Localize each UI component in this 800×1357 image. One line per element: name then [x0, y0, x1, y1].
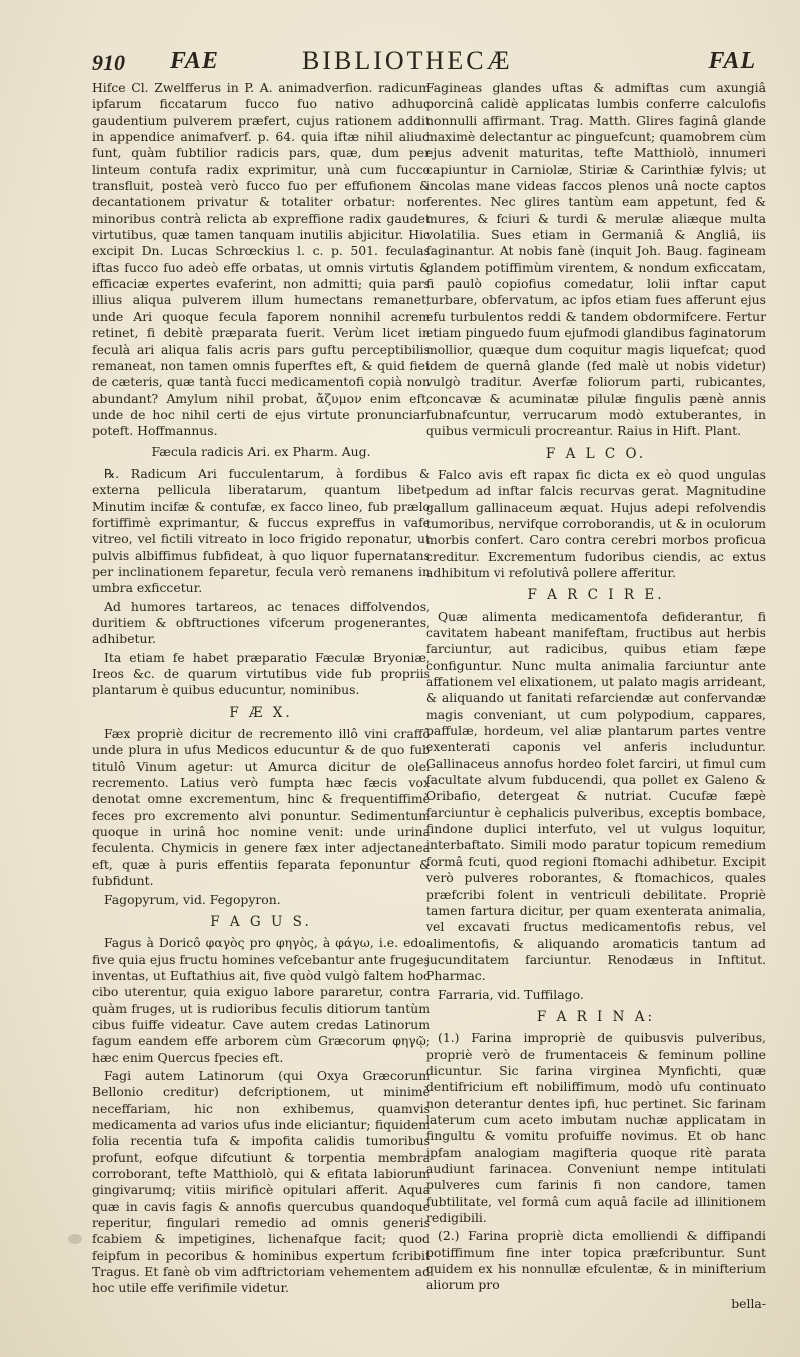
paragraph: Falco avis eft rapax fic dicta ex eò quod ungulas pedum ad inftar falcis recurvas gerat. Magnitudine gallum gallinaceum æquat. Hujus adepi refolvendis tumoribus, nervifque corroborandis, ut & in oculorum morbis confert. Caro contra cerebri morbos proficua creditur. Excrementum fudoribus ciendis, ac extus adhibitum vi refolutivâ pollere afferitur.	[426, 466, 766, 580]
paragraph: Fagi autem Latinorum (qui Oxya Græcorum Bellonio creditur) defcriptionem, ut minimè neceffariam, hic non exhibemus, quamvis medicamenta ad varios ufus inde eliciantur; fiquidem folia recentia tufa & impofita calidis tumoribus profunt, eofque difcutiunt & torpentia membra corroborant, tefte Matthiolò, qui & efitata labiorum gingivarumq; vitiis mirificè opitulari afferit. Aqua quæ in cavis fagis & annofis quercubus quandoque reperitur, fingulari remedio ad omnis generis fcabiem & impetigines, lichenafque facit; quod feipfum in pecoribus & hominibus expertum fcribit Tragus. Et fanè ob vim adftrictoriam vehementem ad hoc utile effe verifimile videtur.	[92, 1067, 430, 1296]
running-header	[92, 46, 766, 80]
left-text-column	[92, 80, 430, 1299]
running-head-center: BIBLIOTHECÆ	[302, 46, 513, 75]
section-heading: F A G U S.	[210, 913, 312, 930]
running-head-right: FAL	[708, 48, 756, 74]
section-heading: F Æ X.	[229, 704, 293, 721]
paragraph: Fæx propriè dicitur de recremento illô vini craffô unde plura in ufus Medicos educuntur & de quo fub titulô Vinum agetur: ut Amurca dicitur de olei recremento. Latius verò fumpta hæc fæcis vox denotat omne excrementum, hinc & frequentiffimè feces pro excremento alvi ponuntur. Sedimentum quoque in urinâ hoc nomine venit: unde urina feculenta. Chymicis in genere fæx inter adjectanea eft, quæ à puris effentiis feparata feponuntur & fubfidunt.	[92, 726, 430, 889]
page-stain	[68, 1234, 82, 1244]
paragraph: Fagus à Doricô φαγὸς pro φηγὸς, à φάγω, i.e. edo: five quia ejus fructu homines vefcebantur ante fruges inventas, ut Euftathius ait, five quòd vulgò faltem hoc cibo uterentur, quia exiguo labore pararetur, contra quàm fruges, ut is rudioribus feculis ditiorum tantùm cibus fuiffe videatur. Cave autem credas Latinorum fagum eandem effe arborem cùm Græcorum φηγῷ; hæc enim Quercus fpecies eft.	[92, 935, 430, 1065]
paragraph: Fagopyrum, vid. Fegopyron.	[104, 891, 281, 907]
paragraph: ℞. Radicum Ari fucculentarum, à fordibus & externa pellicula liberatarum, quantum libet. Minutim incifæ & contufæ, ex facco lineo, fub prælo fortiffimè exprimantur, & fuccus expreffus in vafe vitreo, vel fictili vitreato in loco frigido reponatur, ut pulvis albiffimus fubfideat, à quo liquor fupernatans per inclinationem feparetur, fecula verò remanens in umbra exficcetur.	[92, 465, 430, 596]
paragraph: Fagineas glandes uftas & admiftas cum axungiâ porcinâ calidè applicatas lumbis conferre calculofis nonnulli affirmant. Trag. Matth. Glires faginâ glande maximè delectantur ac pinguefcunt; quamobrem cùm ejus advenit maturitas, tefte Matthiolò, innumeri capiuntur in Carniolæ, Stiriæ & Carinthiæ fylvis; ut incolas mane videas faccos plenos unâ nocte captos ferentes. Nec glires tantùm eam appetunt, fed & mures, & fciuri & turdi & merulæ aliæque multa volatilia. Sues etiam in Germaniâ & Angliâ, iis faginantur. At nobis fanè (inquit Joh. Baug. fagineam glandem potiffimùm virentem, & nondum exficcatam, fi paulò copiofius comedatur, lolii inftar caput turbare, obfervatum, ac ipfos etiam fues afferunt ejus efu turbulentos reddi & tandem obdormifcere. Fertur etiam pinguedo fuum ejufmodi glandibus faginatorum mollior, quæque dum coquitur magis liquefcat; quod idem de quernâ glande (fed malè ut nobis videtur) vulgò traditur. Averfæ foliorum parti, rubicantes, concavæ & acuminatæ pilulæ fingulis pænè annis fubnafcuntur, verrucarum modò extuberantes, in quibus vermiculi procreantur. Raius in Hift. Plant.	[426, 80, 766, 439]
paragraph: Ita etiam fe habet præparatio Fæculæ Bryoniæ, Ireos &c. de quarum virtutibus vide fub propriis plantarum è quibus educuntur, nominibus.	[92, 649, 430, 698]
right-text-column	[426, 80, 766, 1312]
page-number: 910	[92, 50, 125, 75]
section-heading: F A R C I R E.	[527, 587, 665, 604]
section-heading: F A L C O.	[545, 445, 647, 462]
section-heading: F A R I N A:	[536, 1008, 656, 1025]
paragraph: Farraria, vid. Tuffilago.	[438, 986, 584, 1002]
paragraph: Quæ alimenta medicamentofa defiderantur, fi cavitatem habeant manifeftam, fructibus aut herbis farciuntur, aut radicibus, quibus etiam fæpe configuntur. Nunc multa animalia farciuntur ante affationem vel elixationem, ut palato magis arrideant, & aliquando ut fanitati refarciendæ aut confervandæ magis conveniant, ut cum polypodium, cappares, paffulæ, hordeum, vel aliæ plantarum partes ventre exenterati caponis vel anferis includuntur. Gallinaceus annofus hordeo folet farciri, ut fimul cum facultate alvum fubducendi, qua pollet ex Galeno & Oribafio, detergeat & nutriat. Cucufæ fæpè farciuntur è cephalicis pulveribus, exceptis bombace, findone duplici interfuto, vel ut vulgus loquitur, interbaftato. Simili modo paratur topicum remedium formâ fcuti, quod regioni ftomachi adhibetur. Excipit verò pulveres roborantes, & ftomachicos, quales præfcribi folent in ventriculi debilitate. Propriè tamen fartura dicitur, per quam exenterata animalia, vel excavati fructus medicamentofis rebus, vel alimentofis, & aliquando aromaticis tantum ad jucunditatem farciuntur. Renodæus in Inftitut. Pharmac.	[426, 608, 766, 984]
recipe-title: Fæcula radicis Ari. ex Pharm. Aug.	[151, 443, 371, 459]
running-head-left: FAE	[170, 48, 219, 74]
paragraph: Hifce Cl. Zwelfferus in P. A. animadverfion. radicum ipfarum ficcatarum fucco fuo nativo adhuc gaudentium pulverem præfert, cujus rationem addit in appendice animafverf. p. 64. quia iftæ nihil aliud funt, quàm fubtilior radicis pars, quæ, dum per linteum contufa radix exprimitur, unà cum fucco transfluit, posteà verò fucco fuo per effufionem & decantationem privatur & totaliter orbatur: non minoribus contrà relicta ab expreffione radix gaudet virtutibus, quæ tamen tanquam inutilis abjicitur. Hic excipit Dn. Lucas Schrœckius l. c. p. 501. feculas iftas fucco fuo adeò effe orbatas, ut omnis virtutis & efficaciæ expertes evaferint, non admitti; quia pars illius aliqua pulverem illum humectans remanet, unde Ari quoque fecula faporem nonnihil acrem retinet, fi debitè præparata fuerit. Verùm licet in feculà ari aliqua falis acris pars guftu perceptibilis remaneat, non tamen omnis fuperftes eft, & quid fiet de cæteris, quæ tantà fucci medicamentofi copià non abundant? Amylum nihil probat, ἄζυμον enim eft, unde de hoc nihil certi de ejus virtute pronunciari poteft. Hoffmannus.	[92, 80, 430, 439]
paragraph: Ad humores tartareos, ac tenaces diffolvendos, duritiem & obftructiones vifcerum progenerantes, adhibetur.	[92, 598, 430, 647]
paragraph: (2.) Farina propriè dicta emolliendi & diffipandi potiffimum fine inter topica præfcribuntur. Sunt quidem ex his nonnullæ efculentæ, & in minifterium aliorum pro	[426, 1228, 766, 1293]
paragraph: (1.) Farina impropriè de quibusvis pulveribus, propriè verò de frumentaceis & feminum polline dicuntur. Sic farina virginea Mynfichti, quæ dentifricium eft nobiliffimum, modò ufu continuato non deterantur dentes ipfi, huc pertinet. Sic farinam laterum cum aceto imbutam nuchæ applicatam in fingultu & vomitu profuiffe novimus. Et ob hanc ipfam analogiam magifteria quoque ritè parata audiunt farinacea. Conveniunt nempe intitulati pulveres cum farinis fi non candore, tamen fubtilitate, vel formâ cum aquâ facile ad illinitionem redigibili.	[426, 1030, 766, 1226]
catchword: bella-	[731, 1295, 766, 1311]
